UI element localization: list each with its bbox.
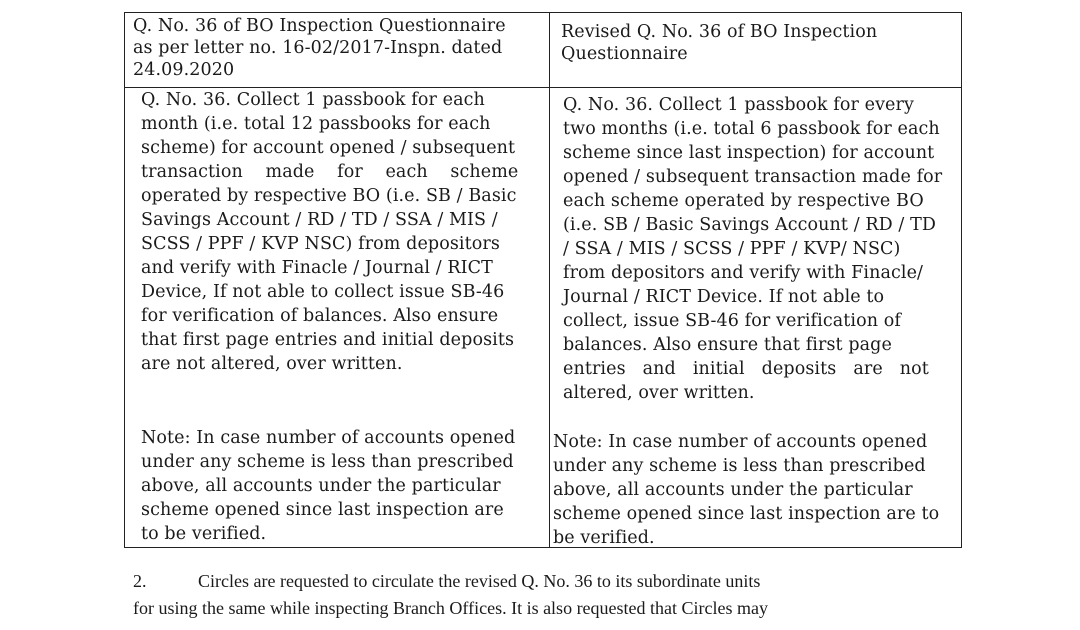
body-left: Q. No. 36. Collect 1 passbook for each month (i.e. total 12 passbooks for each scheme) for account opened / subsequent transaction made for each scheme operated by respective BO (i.e. SB / Basic Savings Account / RD / TD / SSA / MIS / SCSS / PPF / KVP NSC) from depositors and verify with Finacle / Journal / RICT Device, If not able to collect issue SB-46 for verification of balances. Also ensure that first page entries and initial deposits are not altered, over written. — [141, 90, 519, 374]
paragraph-line-1: Circles are requested to circulate the revised Q. No. 36 to its subordinate units — [198, 571, 761, 591]
note-left: Note: In case number of accounts opened under any scheme is less than prescribed above, all accounts under the particular scheme opened since last inspection are to be verified. — [141, 428, 516, 544]
comparison-table — [124, 12, 962, 548]
note-right: Note: In case number of accounts opened under any scheme is less than prescribed above, all accounts under the particular scheme opened since last inspection are to be verified. — [553, 432, 940, 548]
header-right: Revised Q. No. 36 of BO Inspection Questionnaire — [561, 22, 878, 64]
header-left: Q. No. 36 of BO Inspection Questionnaire as per letter no. 16-02/2017-Inspn. dated 24.09.2020 — [133, 16, 506, 80]
paragraph-line-2: for using the same while inspecting Branch Offices. It is also requested that Circles may — [133, 598, 769, 618]
body-right: Q. No. 36. Collect 1 passbook for every two months (i.e. total 6 passbook for each scheme since last inspection) for account opened / subsequent transaction made for each scheme operated by respective BO (i.e. SB / Basic Savings Account / RD / TD / SSA / MIS / SCSS / PPF / KVP/ NSC) from depositors and verify with Finacle/ Journal / RICT Device. If not able to collect, issue SB-46 for verification of balances. Also ensure that first page entries and initial deposits are not altered, over written. — [563, 95, 943, 403]
column-divider — [549, 13, 550, 547]
paragraph-number: 2. — [133, 571, 147, 591]
paragraph-2 — [133, 568, 768, 622]
